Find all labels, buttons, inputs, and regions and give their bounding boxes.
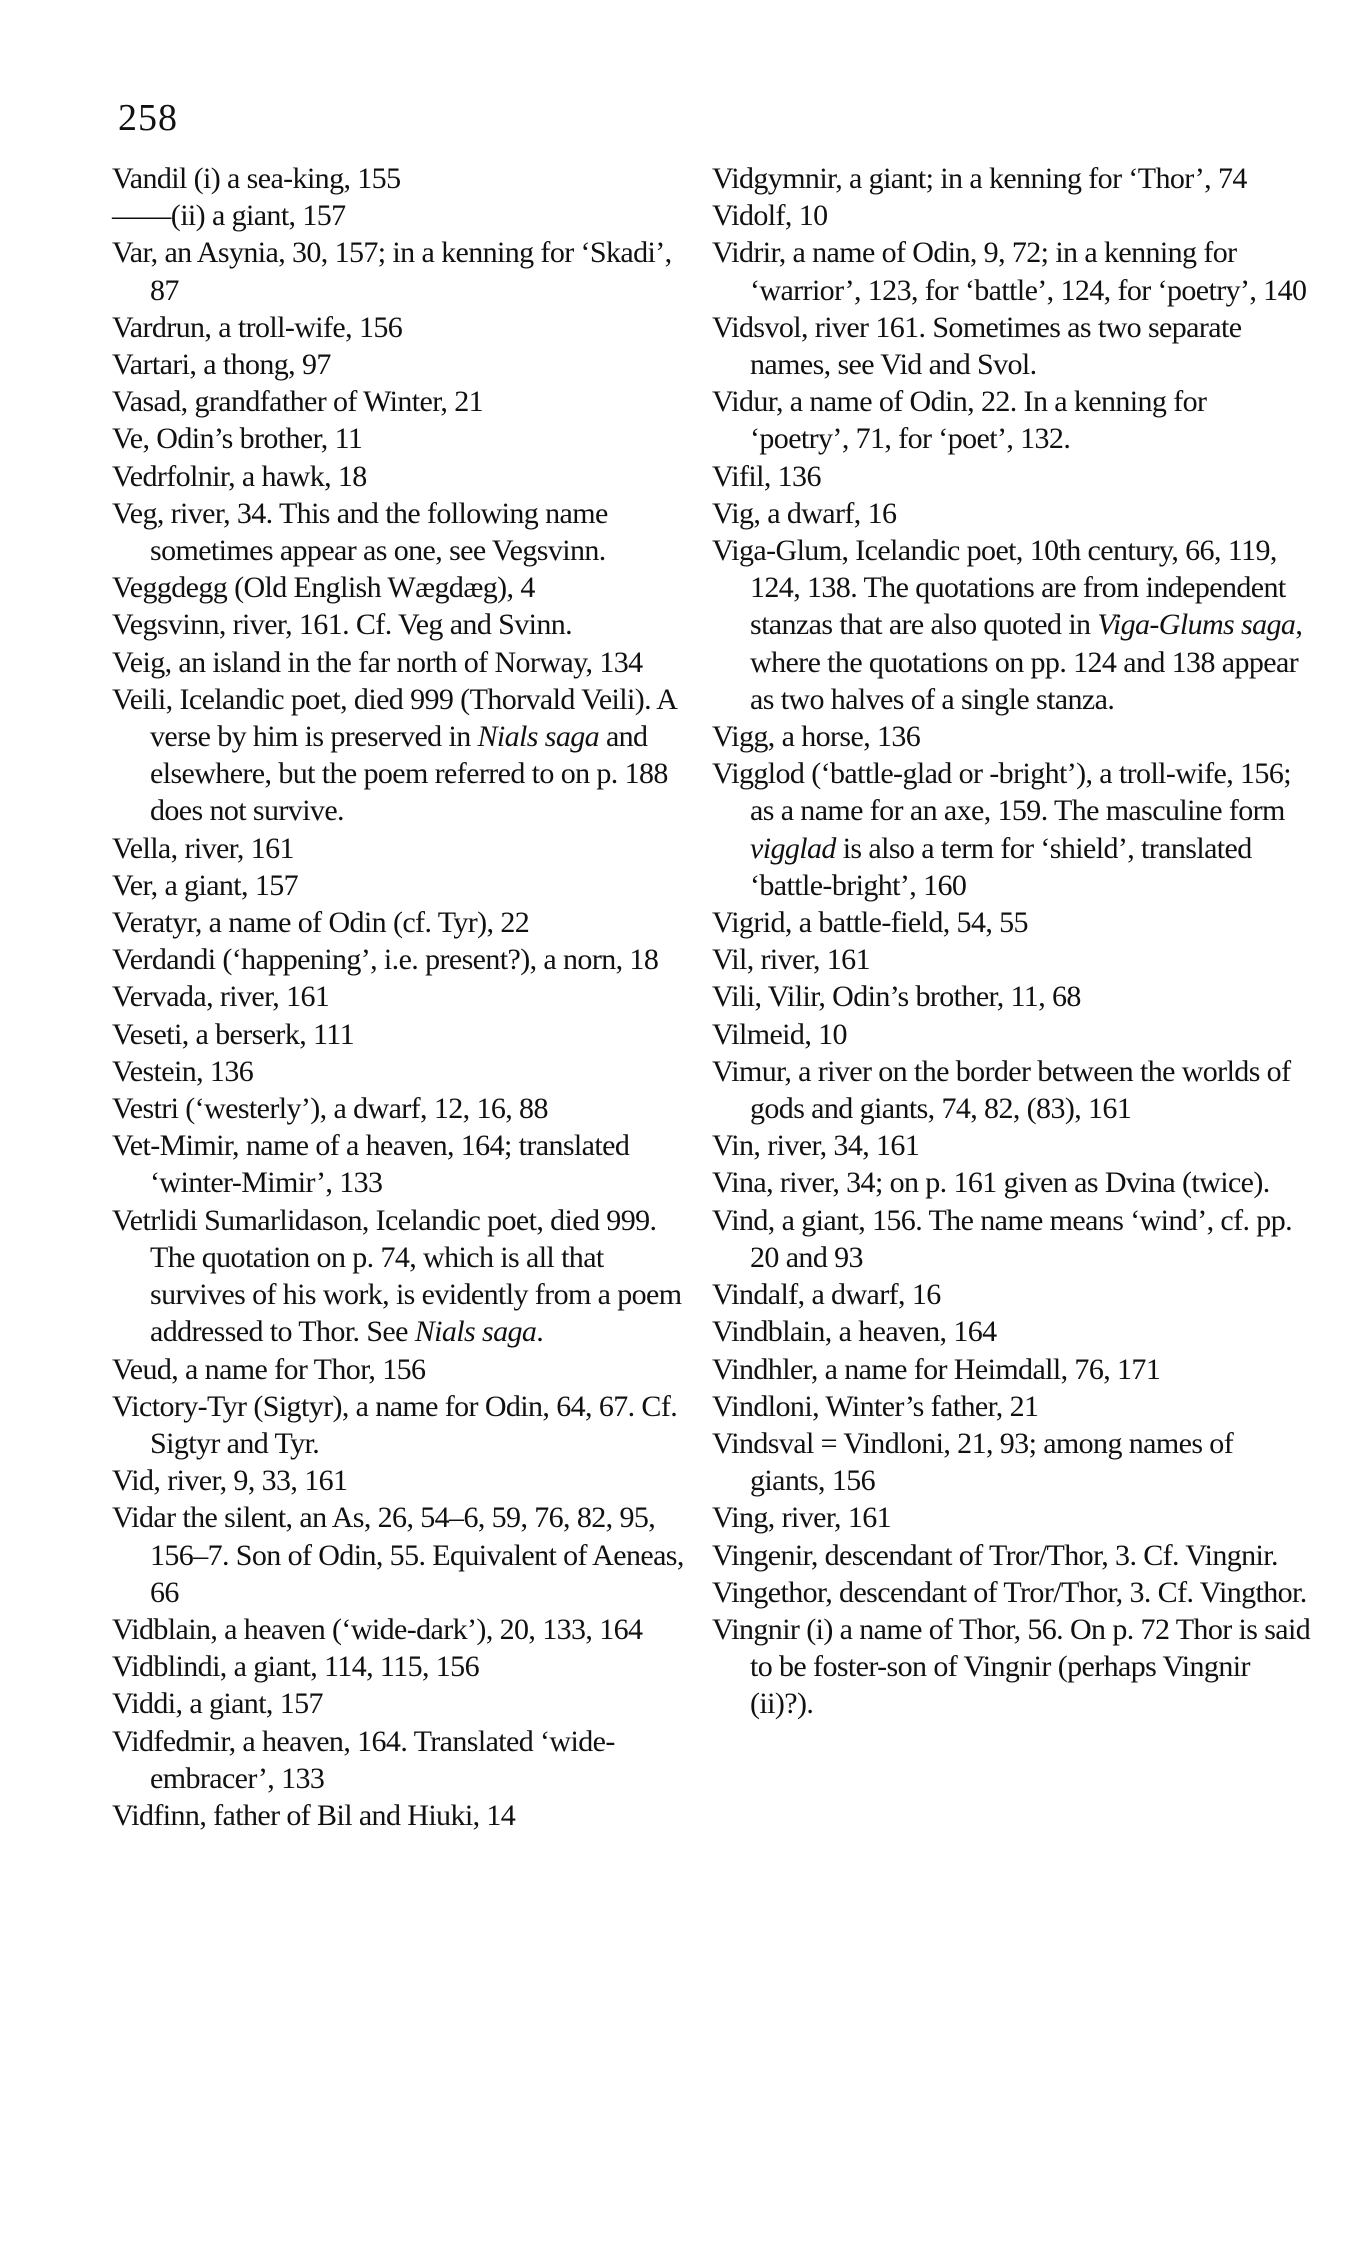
index-entry: Veratyr, a name of Odin (cf. Tyr), 22 bbox=[112, 906, 530, 940]
index-entry: Vigrid, a battle-field, 54, 55 bbox=[712, 906, 1028, 940]
index-entry: Vindloni, Winter’s father, 21 bbox=[712, 1389, 1039, 1423]
index-entry: Vidfinn, father of Bil and Hiuki, 14 bbox=[112, 1798, 516, 1832]
index-entry: Vestein, 136 bbox=[112, 1054, 254, 1088]
index-entry: Ve, Odin’s brother, 11 bbox=[112, 422, 363, 456]
index-entry: Vet-Mimir, name of a heaven, 164; translated ‘winter-Mimir’, 133 bbox=[112, 1129, 630, 1200]
index-entry: Vind, a giant, 156. The name means ‘wind’, cf. pp. 20 and 93 bbox=[712, 1203, 1292, 1274]
index-entry: Vidar the silent, an As, 26, 54–6, 59, 76, 82, 95, 156–7. Son of Odin, 55. Equivalent of Aeneas, 66 bbox=[112, 1501, 684, 1609]
index-entry: Vil, river, 161 bbox=[712, 943, 870, 977]
index-entry: Vandil (i) a sea-king, 155 bbox=[112, 162, 401, 195]
index-entry: Ver, a giant, 157 bbox=[112, 868, 299, 902]
index-entry: Var, an Asynia, 30, 157; in a kenning for ‘Skadi’, 87 bbox=[112, 236, 672, 307]
index-entry: Viga-Glum, Icelandic poet, 10th century, 66, 119, 124, 138. The quotations are from independent stanzas that are also quoted in Viga-Glums saga, where the quotations on pp. 124 and 138 appear as two halves of a single stanza. bbox=[712, 534, 1303, 716]
index-entry: Veseti, a berserk, 111 bbox=[112, 1017, 354, 1051]
index-entry: Vasad, grandfather of Winter, 21 bbox=[112, 385, 484, 419]
index-entry: Vidgymnir, a giant; in a kenning for ‘Thor’, 74 bbox=[712, 162, 1247, 195]
index-entry: Vegsvinn, river, 161. Cf. Veg and Svinn. bbox=[112, 608, 573, 642]
index-entry: Vig, a dwarf, 16 bbox=[712, 496, 897, 530]
index-entry: Vigg, a horse, 136 bbox=[712, 720, 921, 754]
index-entry: Vifil, 136 bbox=[712, 459, 821, 493]
index-entry: Vella, river, 161 bbox=[112, 831, 294, 865]
index-entry: Vardrun, a troll-wife, 156 bbox=[112, 310, 403, 344]
index-entry: Vimur, a river on the border between the worlds of gods and giants, 74, 82, (83), 161 bbox=[712, 1054, 1291, 1126]
index-entry: Vartari, a thong, 97 bbox=[112, 348, 331, 382]
index-entry: Vindalf, a dwarf, 16 bbox=[712, 1278, 941, 1312]
index-entry: Vili, Vilir, Odin’s brother, 11, 68 bbox=[712, 980, 1081, 1014]
index-entry: Vidsvol, river 161. Sometimes as two separate names, see Vid and Svol. bbox=[712, 310, 1242, 382]
index-entry: Vin, river, 34, 161 bbox=[712, 1129, 920, 1163]
index-entry: Vetrlidi Sumarlidason, Icelandic poet, died 999. The quotation on p. 74, which is all that survives of his work, is evidently from a poem addressed to Thor. See Nials saga. bbox=[112, 1203, 682, 1349]
index-entry: Ving, river, 161 bbox=[712, 1501, 892, 1535]
index-entry: Vilmeid, 10 bbox=[712, 1017, 847, 1051]
index-entry: Vestri (‘westerly’), a dwarf, 12, 16, 88 bbox=[112, 1092, 548, 1126]
index-entry: Vingethor, descendant of Tror/Thor, 3. Cf. Vingthor. bbox=[712, 1575, 1307, 1609]
index-entry: Vidrir, a name of Odin, 9, 72; in a kenning for ‘warrior’, 123, for ‘battle’, 124, for ‘poetry’, 140 bbox=[712, 236, 1307, 307]
index-column-right bbox=[712, 160, 1312, 1723]
index-entry: Vingnir (i) a name of Thor, 56. On p. 72 Thor is said to be foster-son of Vingnir (perhaps Vingnir (ii)?). bbox=[712, 1612, 1311, 1721]
index-entry: Vindhler, a name for Heimdall, 76, 171 bbox=[712, 1352, 1161, 1386]
index-entry: Vindblain, a heaven, 164 bbox=[712, 1315, 997, 1349]
index-entry: Vina, river, 34; on p. 161 given as Dvina (twice). bbox=[712, 1166, 1270, 1200]
index-entry: Veud, a name for Thor, 156 bbox=[112, 1352, 426, 1386]
index-entry: Vigglod (‘battle-glad or -bright’), a troll-wife, 156; as a name for an axe, 159. The masculine form vigglad is also a term for ‘shield’, translated ‘battle-bright’, 160 bbox=[712, 757, 1291, 902]
index-entry: Vid, river, 9, 33, 161 bbox=[112, 1464, 348, 1498]
index-entry: Vervada, river, 161 bbox=[112, 980, 330, 1014]
index-column-left bbox=[112, 160, 692, 1834]
index-entry: Vidur, a name of Odin, 22. In a kenning for ‘poetry’, 71, for ‘poet’, 132. bbox=[712, 385, 1207, 456]
page-number: 258 bbox=[118, 97, 178, 139]
index-entry: Vidfedmir, a heaven, 164. Translated ‘wide-embracer’, 133 bbox=[112, 1724, 615, 1795]
index-entry: ——(ii) a giant, 157 bbox=[112, 199, 346, 233]
index-entry: Veg, river, 34. This and the following name sometimes appear as one, see Vegsvinn. bbox=[112, 496, 608, 568]
index-entry: Vidblain, a heaven (‘wide-dark’), 20, 133, 164 bbox=[112, 1612, 643, 1646]
index-entry: Verdandi (‘happening’, i.e. present?), a norn, 18 bbox=[112, 943, 659, 977]
index-entry: Veig, an island in the far north of Norway, 134 bbox=[112, 645, 643, 679]
index-entry: Vidolf, 10 bbox=[712, 199, 828, 233]
index-entry: Viddi, a giant, 157 bbox=[112, 1687, 323, 1721]
index-entry: Veggdegg (Old English Wægdæg), 4 bbox=[112, 571, 535, 605]
index-entry: Vidblindi, a giant, 114, 115, 156 bbox=[112, 1650, 479, 1684]
index-entry: Vingenir, descendant of Tror/Thor, 3. Cf. Vingnir. bbox=[712, 1538, 1278, 1572]
index-entry: Victory-Tyr (Sigtyr), a name for Odin, 64, 67. Cf. Sigtyr and Tyr. bbox=[112, 1389, 678, 1460]
index-entry: Vedrfolnir, a hawk, 18 bbox=[112, 459, 367, 493]
index-entry: Vindsval = Vindloni, 21, 93; among names of giants, 156 bbox=[712, 1426, 1234, 1498]
index-entry: Veili, Icelandic poet, died 999 (Thorvald Veili). A verse by him is preserved in Nials saga and elsewhere, but the poem referred to on p. 188 does not survive. bbox=[112, 682, 676, 828]
